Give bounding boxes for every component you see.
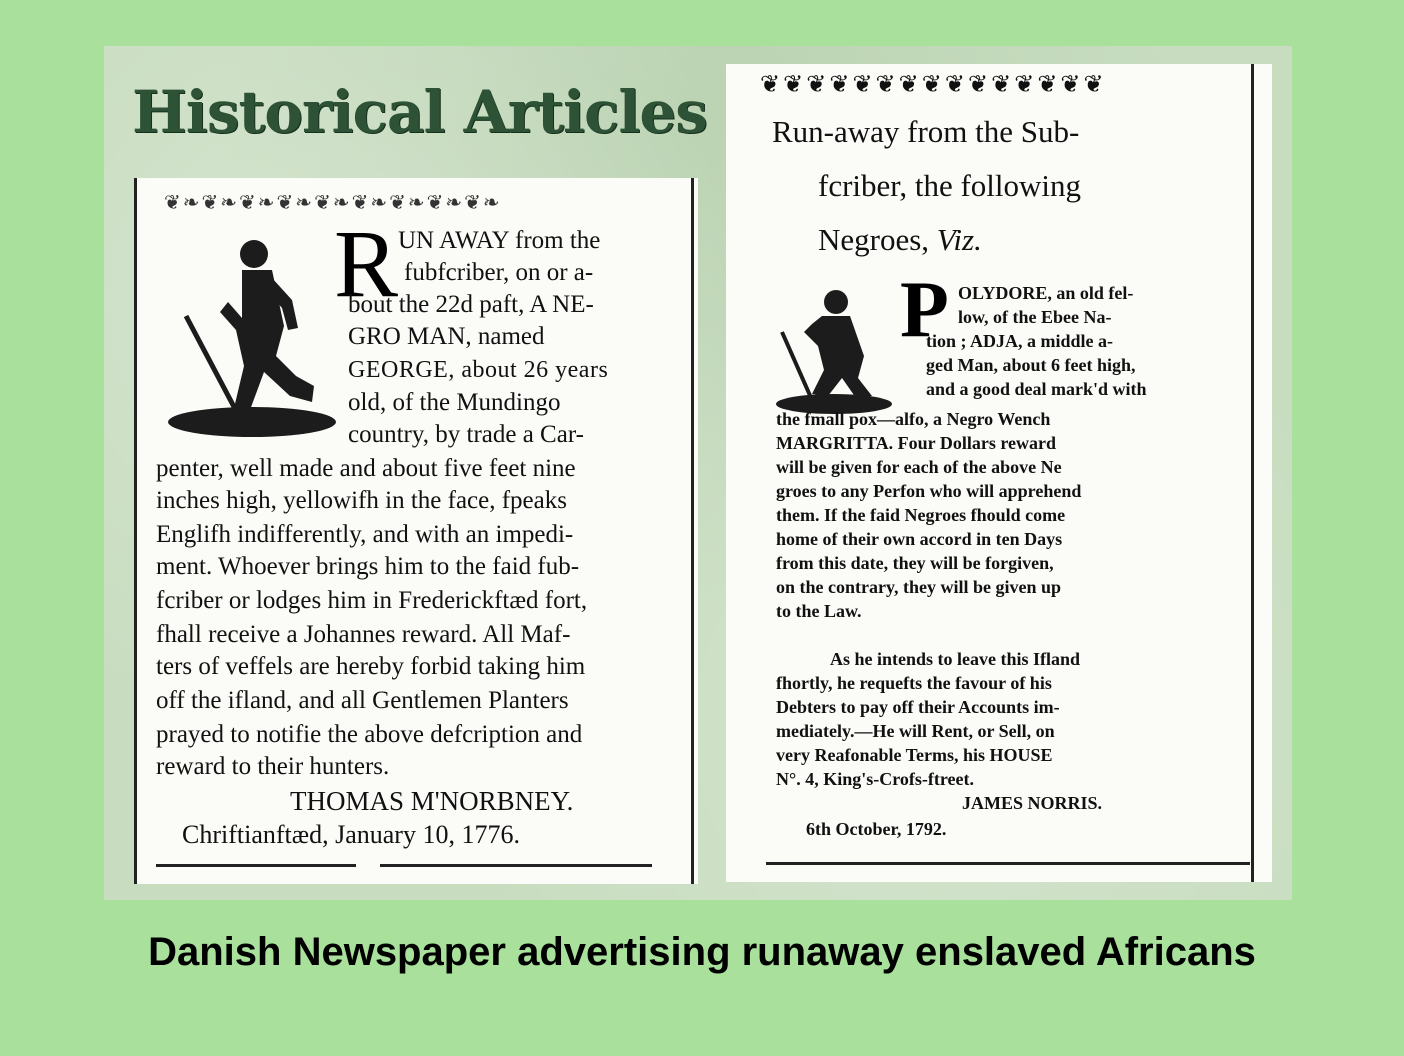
ad-line: GEORGE, about 26 years [348,357,609,383]
ad-line: reward to their hunters. [156,753,390,780]
drop-cap-r: R [334,210,399,317]
ad-line: UN AWAY from the [398,227,601,254]
ad-line: N°. 4, King's-Crofs-ftreet. [776,769,974,789]
ad-headline: fcriber, the following [818,168,1082,203]
column-rule-left [134,178,137,884]
ad-line: off the ifland, and all Gentlemen Planters [156,687,569,714]
ad-line: and a good deal mark'd with [926,379,1147,399]
ad-headline-text: Negroes, [818,222,930,257]
bottom-rule [156,864,356,867]
ad-line: GRO MAN, named [348,323,545,350]
ad-dateline: 6th October, 1792. [806,819,947,839]
ad-line: country, by trade a Car- [348,421,584,448]
ad-line: As he intends to leave this Ifland [830,649,1081,669]
column-rule-right [1251,64,1254,882]
ad-line: MARGRITTA. Four Dollars reward [776,433,1056,453]
ad-dateline: Chriftianftæd, January 10, 1776. [182,820,520,849]
runaway-figure-woodcut [164,226,344,441]
ad-headline [818,224,982,255]
ad-line: ment. Whoever brings him to the faid fub- [156,553,580,580]
ad-line: groes to any Perfon who will apprehend [776,481,1082,501]
ad-line: old, of the Mundingo [348,389,561,416]
page-heading: Historical Articles [132,78,707,146]
ad-line: Debters to pay off their Accounts im- [776,697,1060,717]
ad-headline-viz: Viz. [936,222,982,257]
ad-line: low, of the Ebee Na- [958,307,1112,327]
runaway-figure-woodcut [772,286,896,416]
ad-line: fubfcriber, on or a- [404,259,594,286]
ad-line: mediately.—He will Rent, or Sell, on [776,721,1055,741]
ad-line: prayed to notifie the above defcription and [156,721,583,748]
ad-line: will be given for each of the above Ne [776,457,1062,477]
ad-line: fhortly, he requefts the favour of his [776,673,1052,693]
ad-line: from this date, they will be forgiven, [776,553,1054,573]
column-rule-right [691,178,694,884]
ad-headline: Run-away from the Sub- [772,114,1080,149]
ad-line: on the contrary, they will be given up [776,577,1062,597]
ad-line: ged Man, about 6 feet high, [926,355,1136,375]
ad-line: OLYDORE, an old fel- [958,283,1134,303]
ad-line: penter, well made and about five feet nine [156,455,576,482]
ad-line: to the Law. [776,601,862,621]
ad-line: tion ; ADJA, a middle a- [926,331,1114,351]
slide-caption: Danish Newspaper advertising runaway enslaved Africans [148,930,1256,974]
newspaper-clipping-1776 [134,178,698,884]
bottom-rule [380,864,652,867]
newspaper-clipping-1792 [726,64,1272,882]
ad-signature: JAMES NORRIS. [962,793,1103,813]
ornament-border: ❦❦❦❦❦❦❦❦❦❦❦❦❦❦❦ [760,72,1107,98]
ad-signature: THOMAS M'NORBNEY. [290,786,574,816]
bottom-rule [766,862,1250,865]
ad-line: home of their own accord in ten Days [776,529,1063,549]
ornament-border: ❦❧❦❧❦❧❦❧❦❧❦❧❦❧❦❧❦❧ [164,192,502,212]
ad-line: Englifh indifferently, and with an impedi- [156,521,574,548]
ad-line: fcriber or lodges him in Frederickftæd fort, [156,587,588,614]
ad-line: ters of veffels are hereby forbid taking him [156,653,586,680]
ad-line: very Reafonable Terms, his HOUSE [776,745,1053,765]
ad-line: them. If the faid Negroes fhould come [776,505,1066,525]
drop-cap-p: P [900,266,949,354]
ad-line: the fmall pox—alfo, a Negro Wench [776,409,1051,429]
ad-line: inches high, yellowifh in the face, fpeaks [156,487,567,514]
ad-line: fhall receive a Johannes reward. All Maf- [156,621,571,648]
ad-line: bout the 22d paft, A NE- [348,291,594,318]
